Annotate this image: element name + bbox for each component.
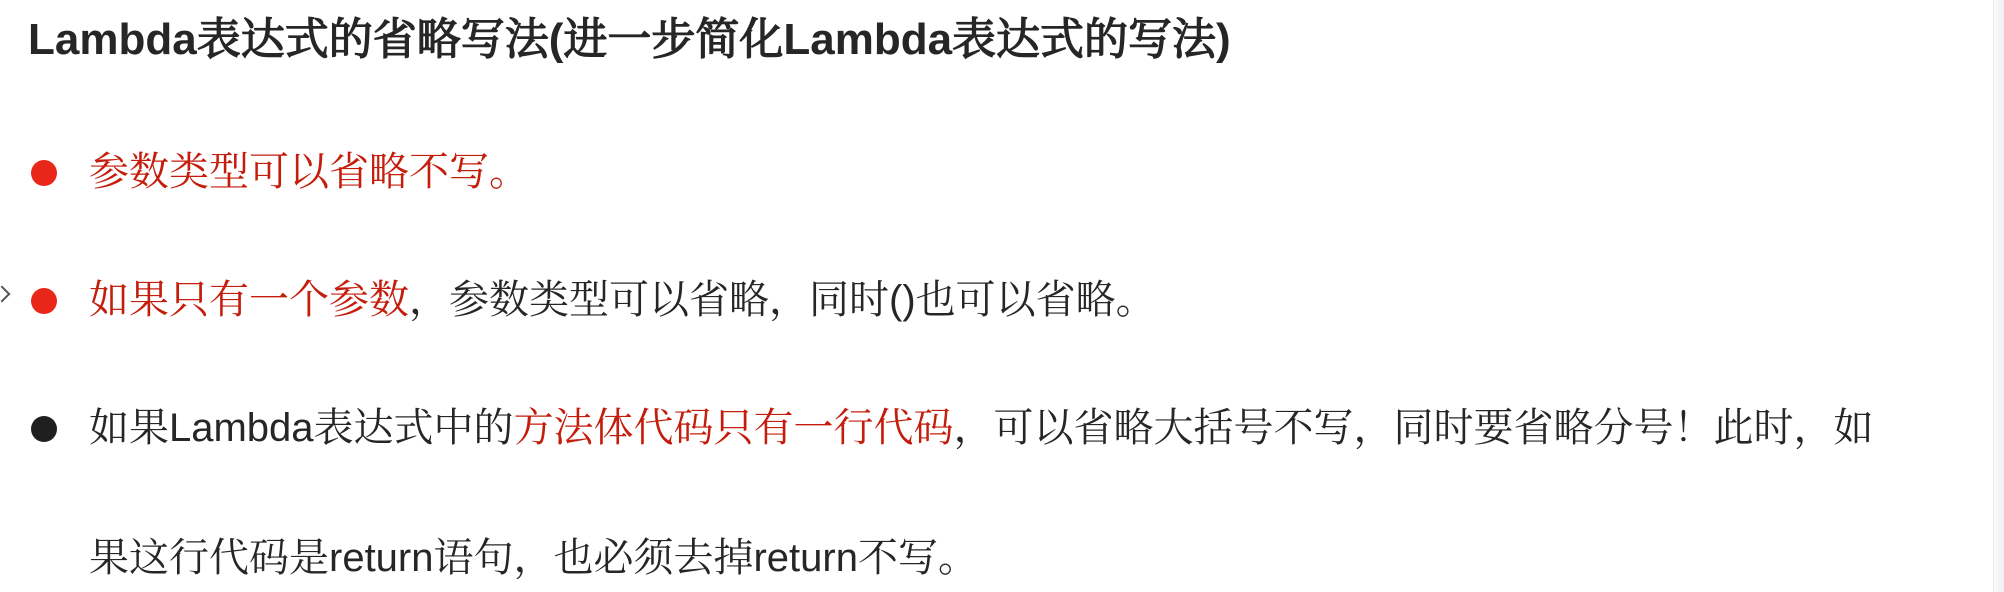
bullet-1-emphasis: 参数类型可以省略不写。 — [89, 150, 529, 194]
bullet-3-prefix: 如果Lambda表达式中的 — [89, 406, 514, 450]
black-bullet-icon — [31, 416, 57, 442]
bullet-1-text — [89, 142, 529, 202]
red-bullet-icon — [31, 160, 57, 186]
page-right-edge — [1993, 0, 2004, 592]
red-bullet-icon — [31, 288, 57, 314]
bullet-3-continuation: 果这行代码是return语句，也必须去掉return不写。 — [89, 536, 978, 580]
bullet-3-emphasis: 方法体代码只有一行代码 — [513, 406, 954, 450]
bullet-2-emphasis: 如果只有一个参数 — [89, 278, 409, 322]
bullet-2-text — [89, 270, 1156, 330]
bullet-3-text — [89, 398, 1874, 458]
page-title: Lambda表达式的省略写法(进一步简化Lambda表达式的写法) — [28, 15, 1231, 64]
bullet-3-suffix: ，可以省略大括号不写，同时要省略分号！此时，如 — [953, 406, 1874, 450]
bullet-2-rest: ，参数类型可以省略，同时()也可以省略。 — [409, 278, 1156, 322]
list-item-3 — [0, 398, 1990, 458]
list-item-1 — [0, 142, 1990, 202]
list-item-2 — [0, 270, 1990, 330]
